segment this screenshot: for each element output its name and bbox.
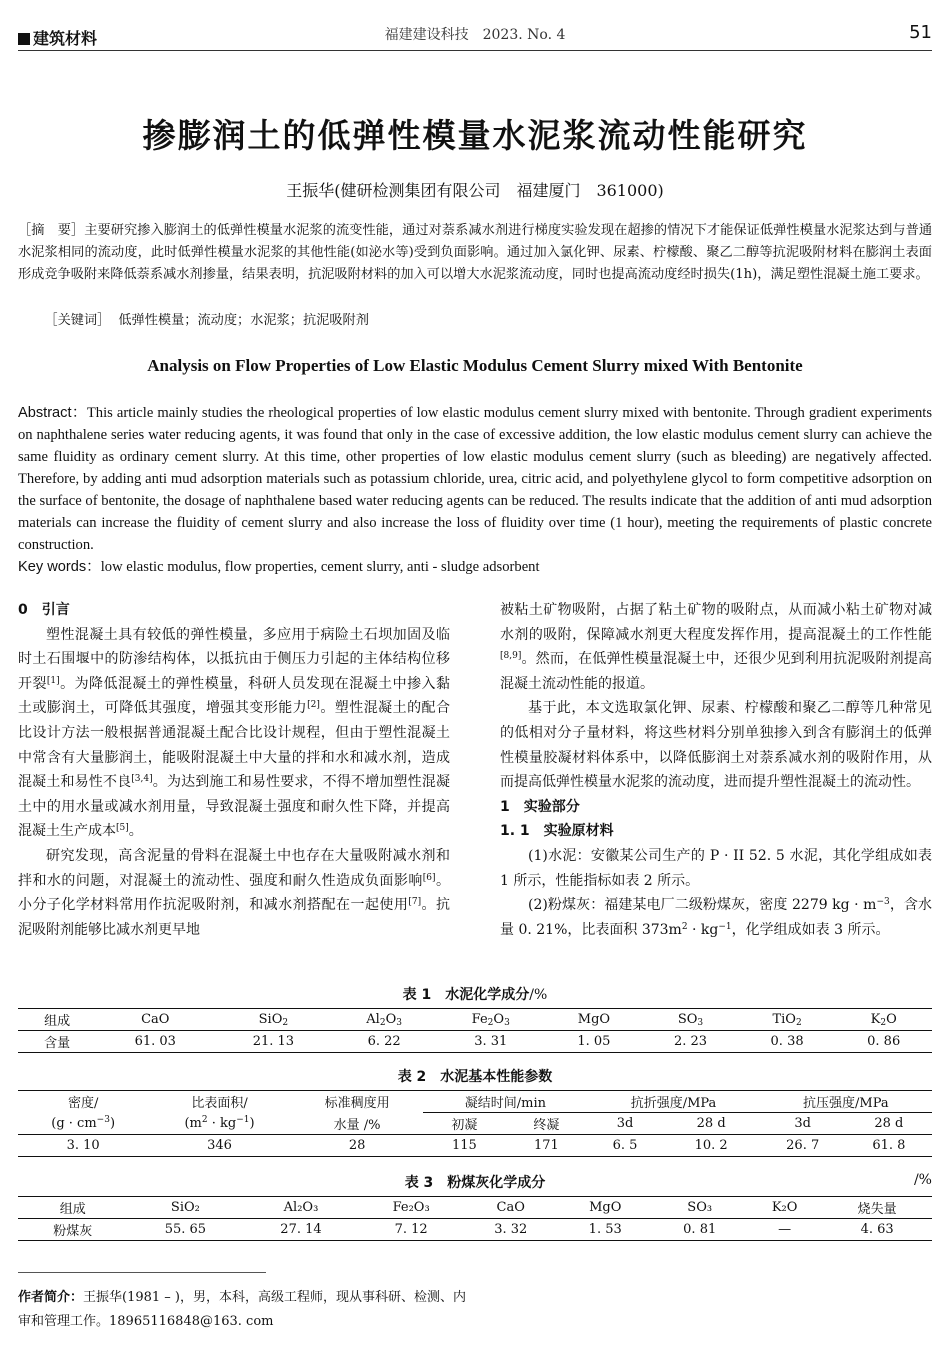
table1-cell: 2. 23 xyxy=(642,1031,739,1053)
table2-head-unit: $(m^2 \cdot kg^{-1})$ xyxy=(184,1114,255,1131)
table3-cell: 1. 53 xyxy=(558,1219,652,1241)
keywords-cn: ［关键词］ 低弹性模量；流动度；水泥浆；抗泥吸附剂 xyxy=(44,313,369,328)
abstract-en: Abstract：This article mainly studies the rheological properties of low elastic modulus cement slurry mixed with bentonite. Through gradient experiments on naphthalene series water reducing agents, it was found that only in the case of excessive addition, the low elastic modulus cement slurry can achieve the same fluidity as ordinary cement slurry. At this time, other properties of low elastic modulus cement slurry (such as bleeding) are negatively affected. Therefore, by adding anti mud adsorption materials such as potassium chloride, urea, citric acid, and polyethylene glycol to form competitive adsorption on the surface of bentonite, the dosage of naphthalene based water reducing agents can be reduced. The results indicate that the addition of anti mud adsorption materials can increase the fluidity of cement slurry and also increase the loss of fluidity over time (1 hour), meeting the requirements of plastic concrete construction. xyxy=(18,405,932,553)
table3-cell: 3. 32 xyxy=(463,1219,557,1241)
author-footnote: 作者简介：王振华(1981 – )，男，本科，高级工程师，现从事科研、检测、内审和管理工作。18965116848@163. com xyxy=(18,1290,467,1329)
paragraph: 基于此，本文选取氯化钾、尿素、柠檬酸和聚乙二醇等几种常见的低相对分子量材料，将这些材料分别单独掺入到含有膨润土的低弹性模量胶凝材料体系中，以降低膨润土对萘系减水剂的吸附作用，从而提高低弹性模量水泥浆的流动度，进而提升塑性混凝土的流动性。 xyxy=(500,700,932,791)
table3-head: Fe₂O₃ xyxy=(359,1197,464,1219)
paragraph: (1)水泥：安徽某公司生产的 P · II 52. 5 水泥，其化学组成如表 1 所示，性能指标如表 2 所示。 xyxy=(500,847,932,889)
section-heading: 1 实验部分 xyxy=(500,798,580,815)
table3-head: MgO xyxy=(558,1197,652,1219)
table2-head: 抗压强度/MPa xyxy=(760,1091,932,1113)
table2-head-unit: $(g \cdot cm^{-3})$ xyxy=(51,1114,116,1131)
table1-head: TiO$_2$ xyxy=(739,1009,836,1031)
table2-cell: 28 xyxy=(291,1135,424,1157)
section-heading: 0 引言 xyxy=(18,602,70,618)
table3-head: K₂O xyxy=(747,1197,822,1219)
table1-cell: 3. 31 xyxy=(436,1031,546,1053)
english-title: Analysis on Flow Properties of Low Elastic Modulus Cement Slurry mixed With Bentonite xyxy=(147,356,803,375)
table2-head: 抗折强度/MPa xyxy=(587,1091,759,1113)
header-rule xyxy=(18,50,932,51)
table2-cell: 3. 10 xyxy=(18,1135,148,1157)
table3-cell: — xyxy=(747,1219,822,1241)
body-column-left xyxy=(18,598,450,942)
table2-head: 凝结时间/min xyxy=(423,1091,587,1113)
keywords-en: Key words：low elastic modulus, flow properties, cement slurry, anti - sludge adsorbent xyxy=(18,559,540,575)
table1-head: SiO$_2$ xyxy=(214,1009,332,1031)
table1-cell: 0. 86 xyxy=(835,1031,932,1053)
table3-cell: 55. 65 xyxy=(128,1219,244,1241)
table1-row-label: 含量 xyxy=(18,1031,96,1053)
table1-cell: 6. 22 xyxy=(332,1031,435,1053)
body-column-right-content xyxy=(500,598,932,942)
table1-cell: 21. 13 xyxy=(214,1031,332,1053)
table2-cell: 171 xyxy=(505,1135,587,1157)
paper-title: 掺膨润土的低弹性模量水泥浆流动性能研究 xyxy=(142,116,808,155)
table2-cell: 6. 5 xyxy=(587,1135,662,1157)
table3-head: SiO₂ xyxy=(128,1197,244,1219)
table1-head-label: 组成 xyxy=(18,1009,96,1031)
table3-head-label: 组成 xyxy=(18,1197,128,1219)
abstract-cn: ［摘 要］主要研究掺入膨润土的低弹性模量水泥浆的流变性能，通过对萘系减水剂进行梯度实验发现在超掺的情况下才能保证低弹性模量水泥浆达到与普通水泥浆相同的流动度，此时低弹性模量水泥浆的其他性能(如泌水等)受到负面影响。通过加入氯化钾、尿素、柠檬酸、聚乙二醇等抗泥吸附材料在膨润土表面形成竞争吸附来降低萘系减水剂掺量，结果表明，抗泥吸附材料的加入可以增大水泥浆流动度，同时也提高流动度经时损失(1h)，满足塑性混凝土施工要求。 xyxy=(18,223,933,282)
table2-subhead: 28 d xyxy=(874,1116,904,1131)
table3 xyxy=(18,1196,932,1241)
table1-head: $Fe_2O_3$ xyxy=(436,1009,546,1031)
paragraph: 研究发现，高含泥量的骨料在混凝土中也存在大量吸附减水剂和拌和水的问题，对混凝土的流动性、强度和耐久性造成负面影响[6]。小分子化学材料常用作抗泥吸附剂，和减水剂搭配在一起使用[7]。抗泥吸附剂能够比减水剂更早地 xyxy=(18,847,451,938)
table1-cell: 61. 03 xyxy=(96,1031,214,1053)
section-label: 建筑材料 xyxy=(18,26,97,49)
table2-cell: 346 xyxy=(148,1135,290,1157)
table1-caption: 表 1 水泥化学成分/% xyxy=(402,987,548,1003)
table2-head: 标准稠度用 xyxy=(291,1091,424,1113)
table2-head: 密度/ xyxy=(18,1091,148,1113)
running-header xyxy=(18,22,932,48)
table2 xyxy=(18,1090,932,1157)
table1-head: $SO_3$ xyxy=(642,1009,739,1031)
table2-subhead: 3d xyxy=(794,1116,811,1131)
table3-cell: 7. 12 xyxy=(359,1219,464,1241)
table2-cell: 115 xyxy=(423,1135,505,1157)
paragraph: 塑性混凝土具有较低的弹性模量，多应用于病险土石坝加固及临时土石围堰中的防渗结构体，以抵抗由于侧压力引起的主体结构位移开裂[1]。为降低混凝土的弹性模量，科研人员发现在混凝土中掺入黏土或膨润土，可降低其强度，增强其变形能力[2]。塑性混凝土的配合比设计方法一般根据普通混凝土配合比设计规程，但由于塑性混凝土中常含有大量膨润土，能吸附混凝土中大量的拌和水和减水剂，造成混凝土和易性不良[3,4]。为达到施工和易性要求，不得不增加塑性混凝土中的用水量或减水剂用量，导致混凝土强度和耐久性下降，并提高混凝土生产成本[5]。 xyxy=(18,626,451,840)
subsection-heading: 1. 1 实验原材料 xyxy=(500,823,614,840)
table3-cell: 27. 14 xyxy=(243,1219,359,1241)
paragraph: 被粘土矿物吸附，占据了粘土矿物的吸附点，从而减小粘土矿物对减水剂的吸附，保障减水剂更大程度发挥作用，提高混凝土的工作性能[8,9]。然而，在低弹性模量混凝土中，还很少见到利用抗泥吸附剂提高混凝土流动性能的报道。 xyxy=(500,602,932,692)
table2-head: 比表面积/ xyxy=(148,1091,290,1113)
table3-head: Al₂O₃ xyxy=(243,1197,359,1219)
journal-name: 福建建设科技 2023. No. 4 xyxy=(384,27,566,43)
table1-cell: 0. 38 xyxy=(739,1031,836,1053)
table3-cell: 0. 81 xyxy=(652,1219,746,1241)
table3-cell: 4. 63 xyxy=(822,1219,932,1241)
table3-head: SO₃ xyxy=(652,1197,746,1219)
table2-subhead: 终凝 xyxy=(533,1118,560,1133)
table2-subhead: 3d xyxy=(616,1116,634,1131)
paragraph: (2)粉煤灰：福建某电厂二级粉煤灰，密度 2279 kg · $m^{-3}$，含水量 0. 21%，比表面积 $373m^2 \cdot kg^{-1}$，化学组成如表 3 所示。 xyxy=(500,897,933,938)
author-line: 王振华(健研检测集团有限公司 福建厦门 361000) xyxy=(286,181,664,200)
table1-head: MgO xyxy=(546,1009,643,1031)
table2-cell: 61. 8 xyxy=(846,1135,932,1157)
table3-caption: 表 3 粉煤灰化学成分 /% xyxy=(404,1172,932,1191)
table2-cell: 10. 2 xyxy=(663,1135,760,1157)
table1 xyxy=(18,1008,932,1053)
table2-subhead: 初凝 xyxy=(451,1118,478,1133)
table2-cell: 26. 7 xyxy=(760,1135,846,1157)
footnote-rule xyxy=(18,1272,266,1273)
table2-head-unit: 水量 /% xyxy=(333,1117,381,1133)
table3-row-label: 粉煤灰 xyxy=(18,1219,128,1241)
table1-head: $K_2O$ xyxy=(835,1009,932,1031)
table2-caption: 表 2 水泥基本性能参数 xyxy=(397,1069,553,1085)
table2-subhead: 28 d xyxy=(696,1116,726,1131)
table3-head: CaO xyxy=(463,1197,557,1219)
table1-cell: 1. 05 xyxy=(546,1031,643,1053)
table1-head: $Al_2O_3$ xyxy=(332,1009,435,1031)
table3-head: 烧失量 xyxy=(822,1197,932,1219)
page-number: 51 xyxy=(909,22,932,43)
table1-head: CaO xyxy=(96,1009,214,1031)
